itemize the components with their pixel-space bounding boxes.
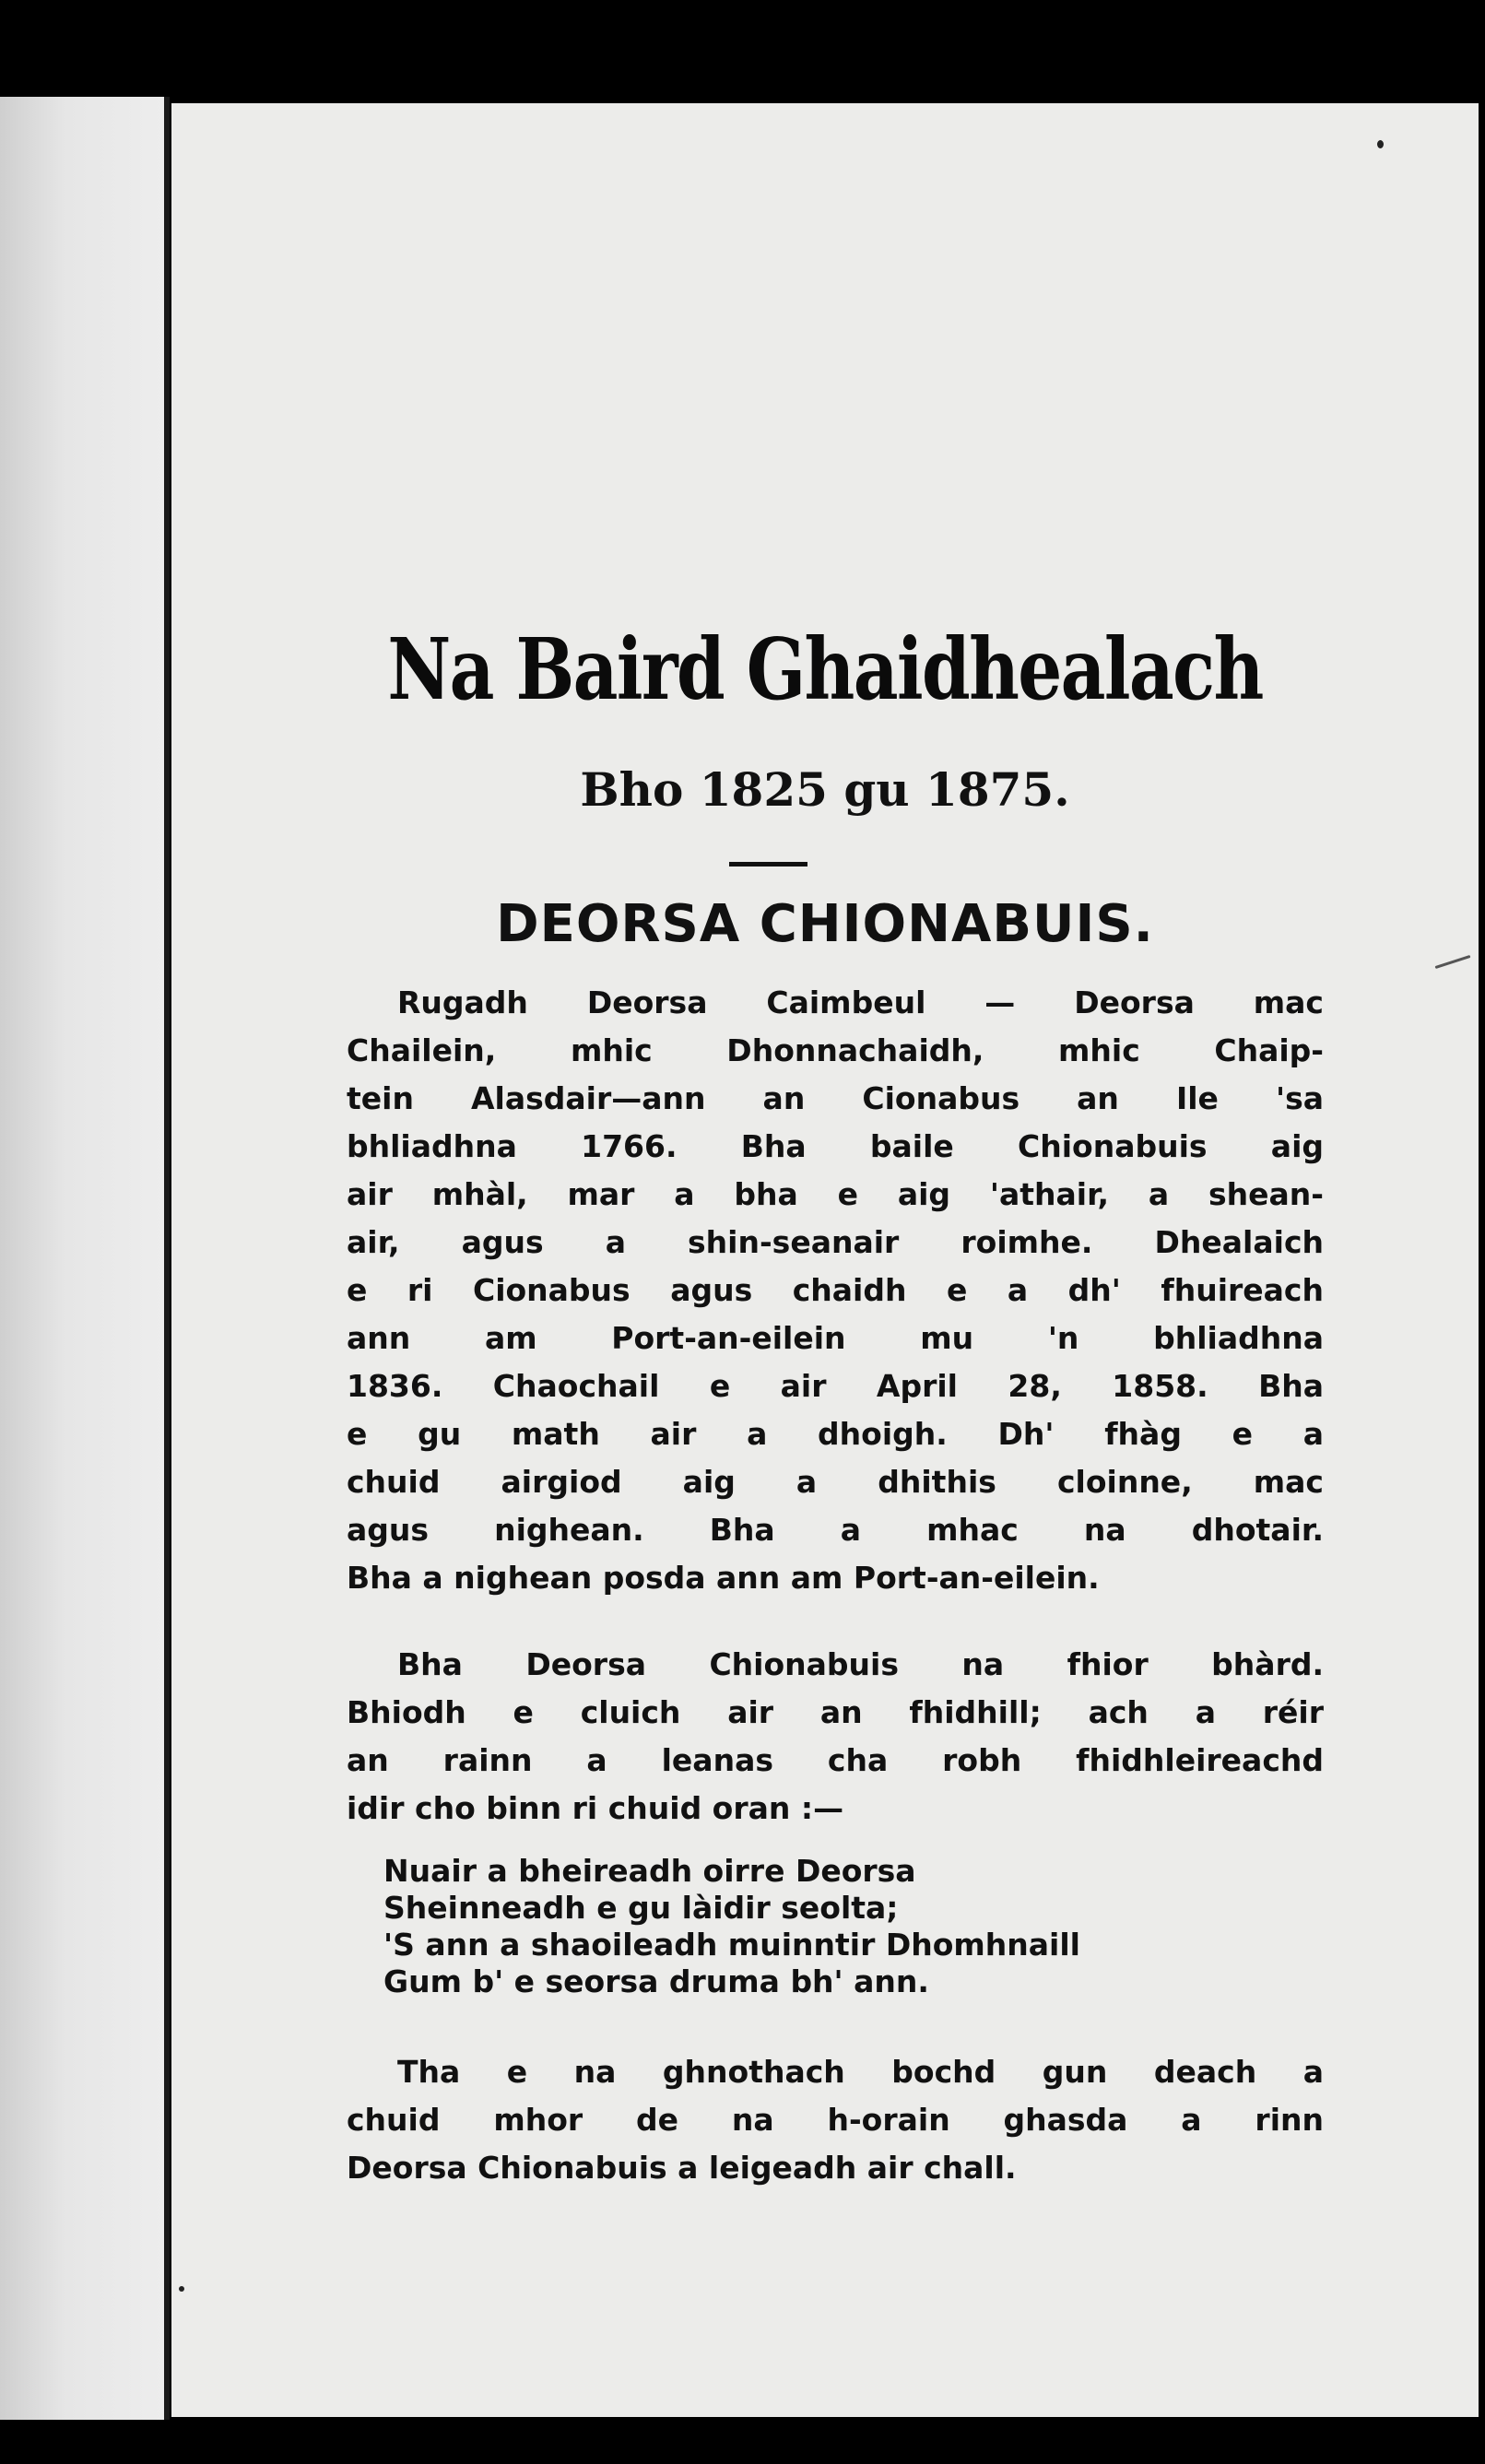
paragraph-3: [347, 2048, 1324, 2192]
verse-line: Gum b' e seorsa druma bh' ann.: [383, 1963, 929, 1999]
text-line: chuid airgiod aig a dhithis cloinne, mac: [347, 1464, 1324, 1500]
text-line: idir cho binn ri chuid oran :—: [347, 1790, 844, 1826]
text-line: agus nighean. Bha a mhac na dhotair.: [347, 1512, 1324, 1548]
title-divider: [729, 862, 807, 867]
text-line: air mhàl, mar a bha e aig 'athair, a shean-: [347, 1176, 1324, 1212]
text-line: e ri Cionabus agus chaidh e a dh' fhuireach: [347, 1272, 1324, 1308]
text-line: ann am Port-an-eilein mu 'n bhliadhna: [347, 1320, 1324, 1356]
text-line: bhliadhna 1766. Bha baile Chionabuis aig: [347, 1128, 1324, 1164]
speck-mark: [1377, 140, 1384, 148]
text-line: Bhiodh e cluich air an fhidhill; ach a réir: [347, 1694, 1324, 1730]
text-line: Bha a nighean posda ann am Port-an-eilein.: [347, 1560, 1100, 1596]
text-line: an rainn a leanas cha robh fhidhleireachd: [347, 1742, 1324, 1778]
paragraph-2: [347, 1641, 1324, 1833]
facing-page-edge: [0, 97, 170, 2420]
paragraph-1: [347, 979, 1324, 1602]
text-line: chuid mhor de na h-orain ghasda a rinn: [347, 2102, 1324, 2138]
speck-mark: [179, 2286, 184, 2292]
text-line: Chailein, mhic Dhonnachaidh, mhic Chaip-: [347, 1032, 1324, 1068]
verse-line: Nuair a bheireadh oirre Deorsa: [383, 1853, 916, 1889]
text-line: e gu math air a dhoigh. Dh' fhàg e a: [347, 1416, 1324, 1452]
page-subtitle: Bho 1825 gu 1875.: [580, 762, 1070, 817]
text-line: tein Alasdair—ann an Cionabus an Ile 'sa: [347, 1080, 1324, 1116]
document-page: [171, 103, 1479, 2417]
text-line: air, agus a shin-seanair roimhe. Dhealaich: [347, 1224, 1324, 1260]
verse-block: [383, 1853, 1342, 2000]
verse-line: Sheinneadh e gu làidir seolta;: [383, 1890, 899, 1926]
text-line: Deorsa Chionabuis a leigeadh air chall.: [347, 2150, 1017, 2186]
text-line: Bha Deorsa Chionabuis na fhior bhàrd.: [397, 1646, 1324, 1682]
verse-line: 'S ann a shaoileadh muinntir Dhomhnaill: [383, 1927, 1080, 1963]
text-line: Rugadh Deorsa Caimbeul — Deorsa mac: [397, 984, 1324, 1020]
page-title: Na Baird Ghaidhealach: [387, 619, 1263, 719]
speck-mark: [1435, 955, 1471, 969]
section-heading: DEORSA CHIONABUIS.: [496, 894, 1154, 954]
text-line: 1836. Chaochail e air April 28, 1858. Bha: [347, 1368, 1324, 1404]
text-line: Tha e na ghnothach bochd gun deach a: [397, 2054, 1324, 2090]
